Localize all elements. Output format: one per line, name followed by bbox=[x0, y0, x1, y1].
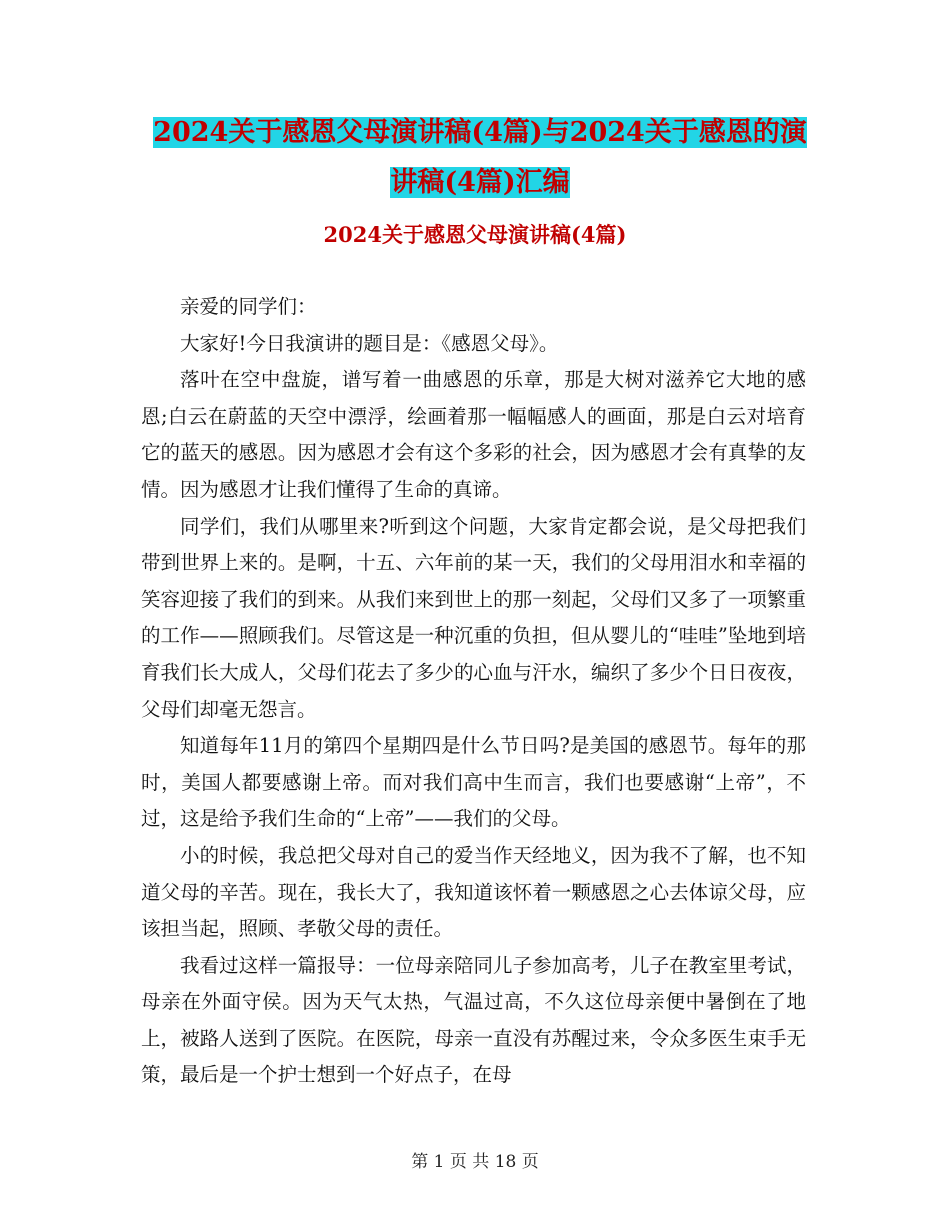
page-number-footer: 第 1 页 共 18 页 bbox=[411, 1152, 539, 1172]
paragraph: 我看过这样一篇报导：一位母亲陪同儿子参加高考，儿子在教室里考试，母亲在外面守侯。因为天气太热，气温过高，不久这位母亲便中暑倒在了地上，被路人送到了医院。在医院，母亲一直没有苏醒过来，令众多医生束手无策，最后是一个护士想到一个好点子，在母 bbox=[141, 953, 806, 1087]
paragraph: 落叶在空中盘旋，谱写着一曲感恩的乐章，那是大树对滋养它大地的感恩;白云在蔚蓝的天空中漂浮，绘画着那一幅幅感人的画面，那是白云对培育它的蓝天的感恩。因为感恩才会有这个多彩的社会，因为感恩才会有真挚的友情。因为感恩才让我们懂得了生命的真谛。 bbox=[141, 368, 806, 501]
document-body bbox=[141, 289, 806, 1094]
document-title-text: 2024关于感恩父母演讲稿(4篇)与2024关于感恩的演讲稿(4篇)汇编 bbox=[153, 117, 807, 198]
document-title bbox=[140, 108, 820, 208]
paragraph: 大家好!今日我演讲的题目是：《感恩父母》。 bbox=[180, 331, 559, 355]
paragraph: 知道每年11月的第四个星期四是什么节日吗?是美国的感恩节。每年的那时，美国人都要感谢上帝。而对我们高中生而言，我们也要感谢“上帝”，不过，这是给予我们生命的“上帝”——我们的父母。 bbox=[141, 734, 806, 831]
paragraph: 小的时候，我总把父母对自己的爱当作天经地义，因为我不了解，也不知道父母的辛苦。现在，我长大了，我知道该怀着一颗感恩之心去体谅父母，应该担当起，照顾、孝敬父母的责任。 bbox=[141, 843, 806, 941]
paragraph: 亲爱的同学们： bbox=[180, 295, 317, 318]
section-title: 2024关于感恩父母演讲稿(4篇) bbox=[323, 222, 627, 247]
paragraph: 同学们，我们从哪里来?听到这个问题，大家肯定都会说，是父母把我们带到世界上来的。是啊，十五、六年前的某一天，我们的父母用泪水和幸福的笑容迎接了我们的到来。从我们来到世上的那一刻起，父母们又多了一项繁重的工作——照顾我们。尽管这是一种沉重的负担，但从婴儿的“哇哇”坠地到培育我们长大成人，父母们花去了多少的心血与汗水，编织了多少个日日夜夜，父母们却毫无怨言。 bbox=[141, 514, 806, 721]
